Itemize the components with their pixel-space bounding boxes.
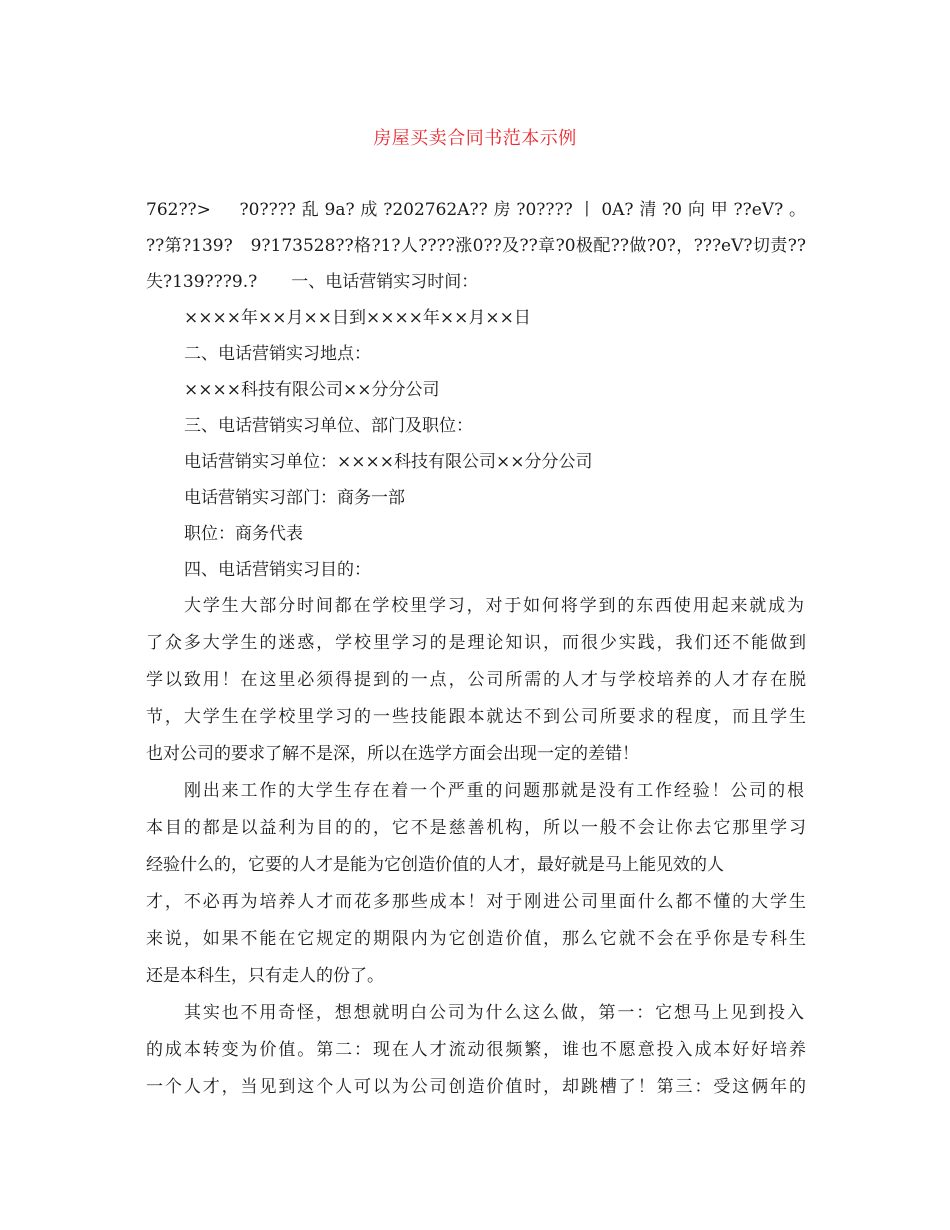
paragraph-line: 了众多大学生的迷惑，学校里学习的是理论知识，而很少实践，我们还不能做到: [146, 633, 806, 653]
garbled-text-line: ??第?139? 9?173528??格?1?人????涨0??及??章?0极配??做?0?，???eV?切责??: [146, 236, 806, 256]
internship-time-value: ××××年××月××日到××××年××月××日: [184, 308, 531, 328]
paragraph-line: 学以致用！在这里必须得提到的一点，公司所需的人才与学校培养的人才存在脱: [146, 670, 806, 690]
paragraph-line: 还是本科生，只有走人的份了。: [146, 966, 384, 986]
paragraph-line: 来说，如果不能在它规定的期限内为它创造价值，那么它就不会在乎你是专科生: [146, 929, 806, 949]
paragraph-line: 大学生大部分时间都在学校里学习，对于如何将学到的东西使用起来就成为: [184, 596, 804, 616]
paragraph-line: 才，不必再为培养人才而花多那些成本！对于刚进公司里面什么都不懂的大学生: [146, 892, 806, 912]
internship-position-value: 职位：商务代表: [184, 524, 303, 544]
garbled-text-line: 762??> ?0????乱9a?成?202762A??房?0????丨0A?清?0向甲??eV?。: [146, 200, 806, 220]
internship-unit-value: 电话营销实习单位：××××科技有限公司××分分公司: [184, 452, 593, 472]
paragraph-line: 的成本转变为价值。第二：现在人才流动很频繁，谁也不愿意投入成本好好培养: [146, 1040, 806, 1060]
paragraph-line: 也对公司的要求了解不是深，所以在选学方面会出现一定的差错！: [146, 744, 639, 764]
section-heading-internship-purpose: 四、电话营销实习目的：: [184, 560, 371, 580]
paragraph-line: 一个人才，当见到这个人可以为公司创造价值时，却跳槽了！第三：受这俩年的: [146, 1077, 806, 1097]
paragraph-line: 其实也不用奇怪，想想就明白公司为什么这么做，第一：它想马上见到投入: [184, 1003, 804, 1023]
internship-location-value: ××××科技有限公司××分分公司: [184, 380, 440, 400]
internship-department-value: 电话营销实习部门：商务一部: [184, 488, 405, 508]
paragraph-line: 刚出来工作的大学生存在着一个严重的问题那就是没有工作经验！公司的根: [184, 781, 804, 801]
section-heading-internship-time: 失?139???9.? 一、电话营销实习时间：: [146, 272, 479, 292]
paragraph-line: 经验什么的，它要的人才是能为它创造价值的人才，最好就是马上能见效的人: [146, 855, 724, 875]
section-heading-internship-location: 二、电话营销实习地点：: [184, 344, 371, 364]
paragraph-line: 节，大学生在学校里学习的一些技能跟本就达不到公司所要求的程度，而且学生: [146, 707, 806, 727]
document-title: 房屋买卖合同书范本示例: [373, 128, 577, 149]
section-heading-internship-unit: 三、电话营销实习单位、部门及职位：: [184, 416, 473, 436]
paragraph-line: 本目的都是以益利为目的的，它不是慈善机构，所以一般不会让你去它那里学习: [146, 818, 806, 838]
